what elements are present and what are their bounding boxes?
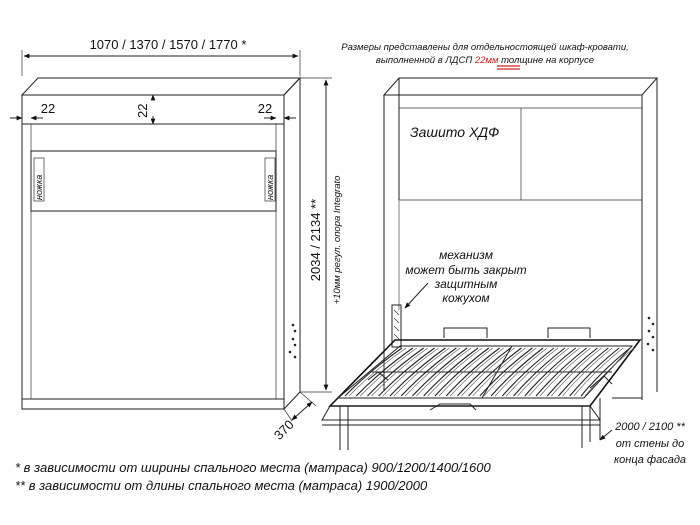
height-label: 2034 / 2134 **	[308, 198, 323, 282]
cabinet-front	[22, 95, 284, 409]
bed-front-panel	[322, 406, 600, 420]
cabinet-side-face	[284, 78, 300, 409]
open-dim-line-2: от стены до	[615, 438, 685, 450]
headboard-handle-left	[444, 328, 487, 338]
open-dim-pointer	[600, 430, 612, 440]
mechanism-line-2: может быть закрыт	[405, 263, 527, 277]
side-view	[322, 42, 686, 466]
panel-label: Зашито ХДФ	[410, 124, 500, 140]
note-line-1: Размеры представлены для отдельностоящей шкаф-кровати,	[341, 42, 629, 53]
height-note: +10мм регул. опора Integrato	[332, 175, 343, 305]
leg-right-label: ножка	[265, 174, 275, 200]
hinge-dots	[289, 324, 297, 359]
mechanism-pointer	[405, 283, 428, 308]
side-right-label: 22	[257, 101, 273, 116]
open-dim-line-1: 2000 / 2100 **	[615, 421, 685, 433]
footnote-1: * в зависимости от ширины спального места (матраса) 900/1200/1400/1600	[15, 460, 491, 475]
mechanism-line-1: механизм	[439, 248, 493, 262]
depth-ext-back	[300, 392, 316, 406]
width-label: 1070 / 1370 / 1570 / 1770 *	[89, 37, 247, 52]
footnote-2: ** в зависимости от длины спального места (матраса) 1900/2000	[15, 478, 428, 493]
mechanism-line-4: кожухом	[442, 291, 490, 305]
depth-label: 370	[270, 416, 297, 443]
headboard-handle-right	[548, 328, 590, 338]
cabinet-top-face	[22, 78, 300, 95]
open-dim-line-3: конца фасада	[613, 454, 687, 466]
upper-front-box	[31, 151, 276, 211]
side-cabinet-top	[384, 78, 657, 95]
side-hinge-dots	[647, 317, 655, 352]
mechanism-line-3: защитным	[434, 277, 498, 291]
front-view	[10, 37, 343, 443]
note-line-2: выполненной в ЛДСП 22мм толщине на корпусе	[375, 55, 595, 66]
top-label: 22	[135, 103, 150, 118]
bed-center-bracket	[430, 404, 476, 410]
side-left-label: 22	[40, 101, 56, 116]
depth-dim-line	[292, 402, 312, 420]
leg-left-label: ножка	[34, 174, 44, 200]
